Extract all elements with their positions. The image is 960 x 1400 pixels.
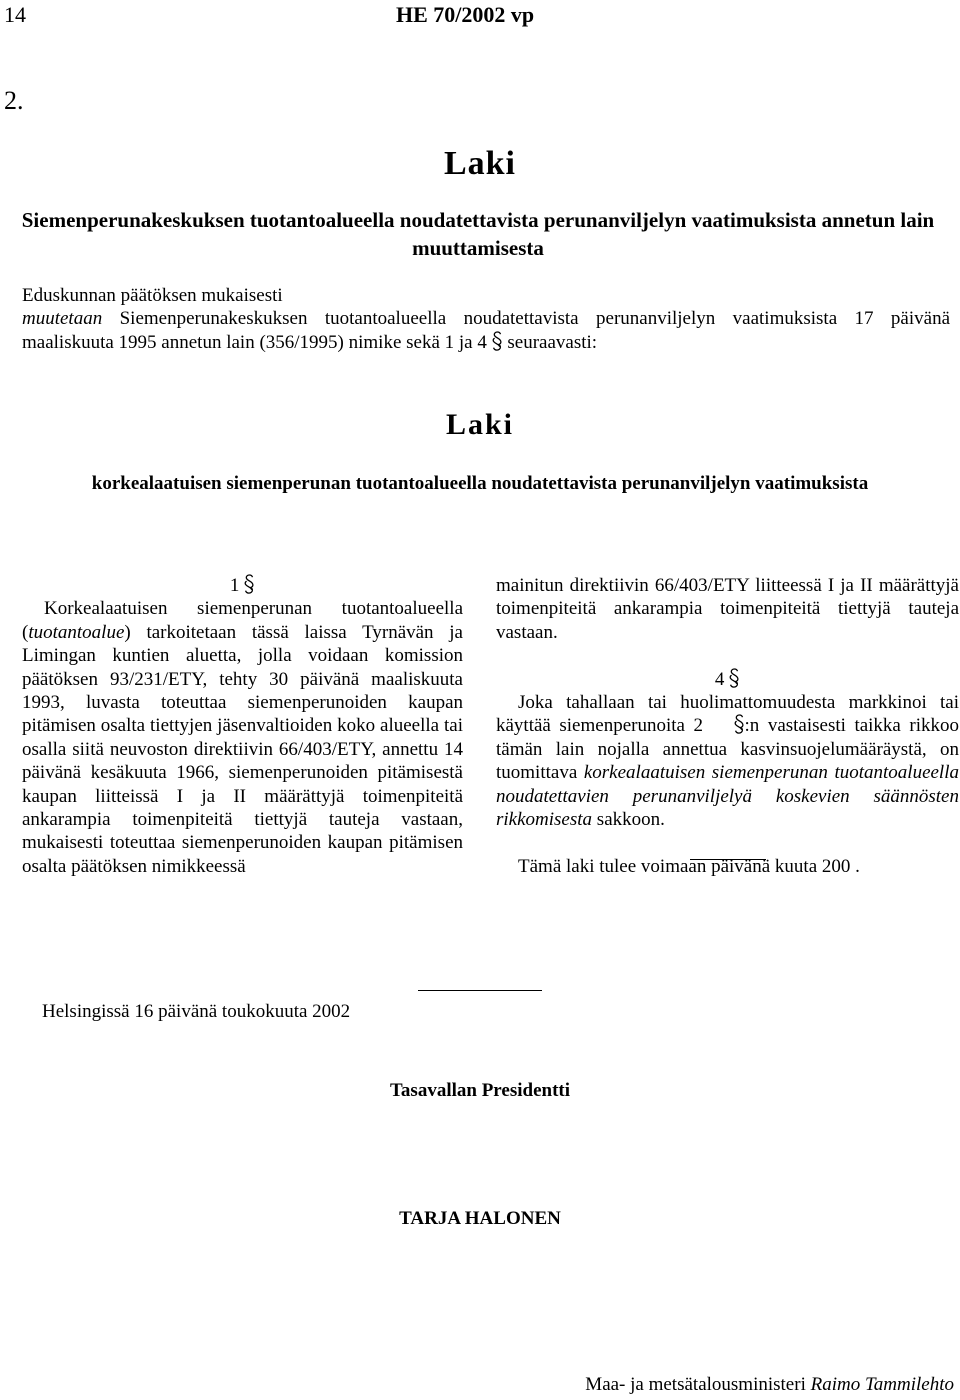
section-sign-icon [712, 714, 745, 737]
divider-short [690, 859, 766, 860]
section-1-number: 1 [229, 575, 240, 596]
signature-place-date: Helsingissä 16 päivänä toukokuuta 2002 [42, 1001, 351, 1022]
section-4-text-a: Joka tahallaan tai huolimattomuudesta markkinoi tai käyttää siemenperunoita 2 [496, 692, 959, 737]
section-1-continuation: mainitun direktiivin 66/403/ETY liitteessä I ja II määrättyjä toimenpiteitä ankarampia toimenpiteitä tiettyjä tauteja vastaan. [496, 575, 959, 643]
president-name: TARJA HALONEN [399, 1208, 561, 1229]
law-title-1: Siemenperunakeskuksen tuotantoalueella noudatettavista perunanviljelyn vaatimuksista annetun lain muuttamisesta [21, 208, 935, 260]
section-sign-icon [492, 331, 503, 354]
section-4-offense: korkealaatuisen siemenperunan tuotantoalueella noudatettavien perunanviljelyä koskevien säännösten rikkomisesta [496, 762, 959, 831]
preamble-text-b: seuraavasti: [502, 331, 598, 353]
section-number: 2. [4, 86, 24, 115]
section-sign-icon [244, 574, 255, 597]
preamble-text-a: Siemenperunakeskuksen tuotantoalueella noudatettavista perunanviljelyn vaatimuksista 17 päivänä maaliskuuta 1995 annetun lain (356/1995) nimike sekä 1 ja 4 [22, 308, 950, 353]
section-4-text-c: sakkoon. [592, 809, 665, 831]
entry-into-force: Tämä laki tulee voimaan päivänä kuuta 200 . [518, 855, 860, 877]
page-number: 14 [4, 2, 26, 27]
section-4-heading [496, 668, 959, 691]
preamble-line1: Eduskunnan päätöksen mukaisesti [22, 285, 283, 306]
section-1-text-b: ) tarkoitetaan tässä laissa Tyrnävän ja Limingan kuntien aluetta, jolla voidaan komission päätöksen 93/231/ETY, tehty 30 päivänä maaliskuuta 1993, luvasta toteuttaa siemenperunoiden kaupan pitämisen osalta tiettyjen jäsenvaltioiden koko alueella tai osalla siitä neuvoston direktiivin 66/403/ETY, annettu 14 päivänä kesäkuuta 1966, siemenperunoiden pitämisestä kaupan liitteissä I ja II määrättyjä toimenpiteitä ankarampia toimenpiteitä tiettyjä tauteja vastaan, mukaisesti toteuttaa siemenperunoiden kaupan pitämisen osalta päätöksen nimikkeessä [22, 621, 463, 877]
law-heading-1: Laki [443, 145, 517, 182]
preamble [22, 284, 950, 354]
section-sign-icon [729, 668, 740, 691]
preamble-verb: muutetaan [22, 308, 103, 330]
section-1-text [22, 597, 463, 878]
section-1-text-a: Korkealaatuisen siemenperunan tuotantoalueella ( [22, 598, 463, 643]
document-id: HE 70/2002 vp [396, 2, 535, 27]
left-column [22, 574, 463, 878]
section-4-text [496, 691, 959, 831]
section-4-number: 4 [714, 668, 725, 690]
section-1-term: tuotantoalue [28, 621, 125, 643]
law-heading-2: Laki [445, 408, 515, 441]
preamble-amendment [22, 307, 950, 354]
right-column [496, 574, 959, 878]
section-4-text-b: :n vastaisesti taikka rikkoo tämän lain nojalla annettua kasvinsuojelumääräystä, on tuomittava [496, 715, 959, 784]
minister-signature [585, 1374, 954, 1396]
minister-name: Raimo Tammilehto [810, 1374, 954, 1395]
section-1-heading [22, 574, 463, 597]
divider-center [418, 990, 542, 991]
law-title-2: korkealaatuisen siemenperunan tuotantoalueella noudatettavista perunanviljelyn vaatimuksista [91, 473, 869, 494]
minister-title: Maa- ja metsätalousministeri [585, 1374, 811, 1395]
president-title: Tasavallan Presidentti [390, 1080, 570, 1101]
